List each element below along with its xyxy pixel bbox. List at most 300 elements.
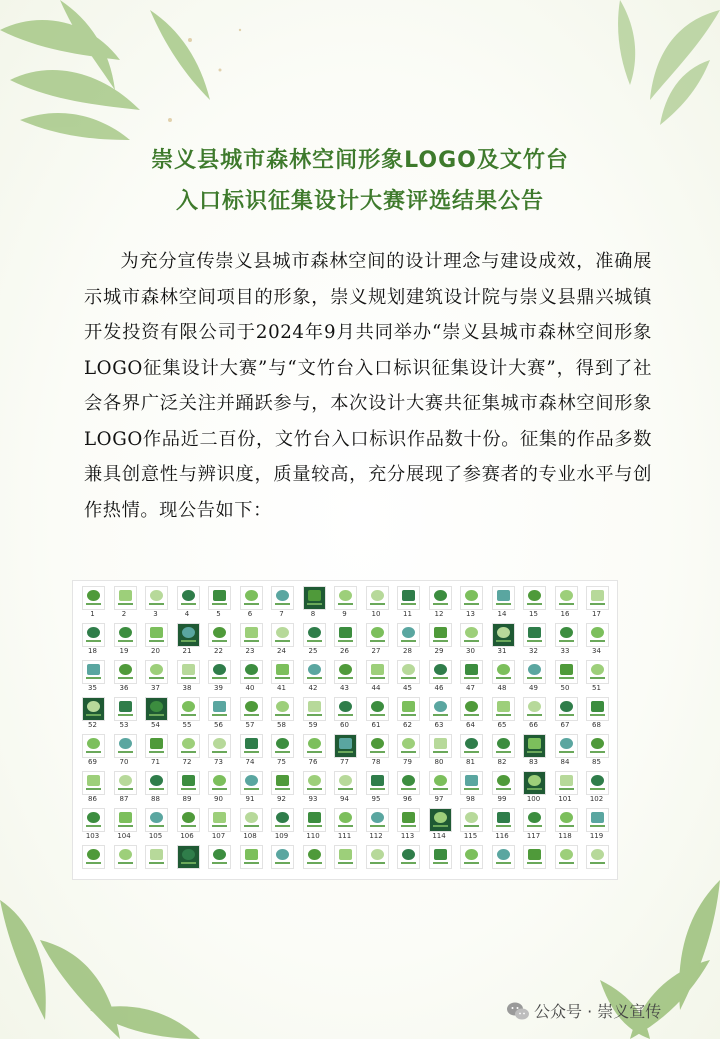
entry-number: 23 (245, 647, 255, 655)
entry-number: 112 (369, 832, 383, 840)
entry-logo-caption (496, 640, 511, 642)
entry-logo-mark (119, 590, 132, 601)
entry-logo-caption (149, 788, 164, 790)
entry-number: 55 (182, 721, 192, 729)
entry-logo-caption (212, 714, 227, 716)
entry-number: 82 (497, 758, 507, 766)
entry-logo-caption (181, 677, 196, 679)
entry-logo-image (114, 586, 137, 610)
entry-thumbnail (424, 621, 455, 658)
entry-thumbnail (581, 843, 612, 880)
entry-logo-mark (528, 664, 541, 675)
entry-number: 44 (371, 684, 381, 692)
entry-thumbnail (172, 658, 203, 695)
entry-logo-caption (149, 862, 164, 864)
entry-logo-mark (308, 738, 321, 749)
entry-logo-caption (338, 677, 353, 679)
entry-logo-caption (370, 825, 385, 827)
entry-logo-caption (338, 788, 353, 790)
entry-number: 102 (589, 795, 604, 803)
entry-logo-caption (181, 862, 196, 864)
entry-number: 115 (463, 832, 478, 840)
entry-logo-mark (434, 664, 447, 675)
entry-number: 29 (434, 647, 444, 655)
entry-logo-image (177, 660, 200, 684)
entry-logo-caption (433, 751, 448, 753)
entry-logo-mark (245, 738, 258, 749)
entry-logo-caption (464, 862, 479, 864)
entry-thumbnail (235, 584, 266, 621)
entry-logo-caption (86, 677, 101, 679)
entry-number: 24 (277, 647, 286, 655)
entry-logo-mark (339, 775, 352, 786)
entry-thumbnail (235, 621, 266, 658)
entry-logo-caption (559, 714, 574, 716)
entry-logo-mark (560, 590, 573, 601)
entry-thumbnail (172, 769, 203, 806)
entry-logo-mark (465, 812, 478, 823)
entry-logo-mark (119, 812, 132, 823)
entry-logo-caption (496, 677, 511, 679)
entry-logo-mark (150, 812, 163, 823)
entry-thumbnail (518, 695, 549, 732)
entry-thumbnail (109, 695, 140, 732)
entry-number: 28 (403, 647, 412, 655)
entry-logo-caption (212, 825, 227, 827)
entry-number: 2 (121, 610, 127, 618)
entry-logo-mark (560, 775, 573, 786)
entry-thumbnail (550, 584, 581, 621)
entry-number: 39 (214, 684, 223, 692)
entry-logo-caption (275, 603, 290, 605)
entry-logo-image (334, 808, 357, 832)
entry-thumbnail (140, 621, 171, 658)
entry-number: 116 (495, 832, 509, 840)
entry-logo-image (397, 586, 420, 610)
entry-number: 52 (88, 721, 97, 729)
entry-number: 9 (342, 610, 347, 618)
entry-logo-mark (150, 590, 163, 601)
entry-logo-caption (433, 825, 448, 827)
entry-logo-image (334, 623, 357, 647)
entry-number: 78 (371, 758, 381, 766)
entry-logo-image (460, 808, 483, 832)
account-footer: 公众号 · 崇义宣传 (534, 1002, 662, 1021)
entry-number: 80 (434, 758, 444, 766)
entry-logo-mark (213, 701, 226, 712)
entry-number: 101 (558, 795, 572, 803)
entry-thumbnail (77, 695, 108, 732)
entry-thumbnail (392, 658, 423, 695)
entry-logo-image (397, 771, 420, 795)
entry-logo-mark (119, 627, 132, 638)
entry-number: 75 (277, 758, 286, 766)
entry-logo-caption (338, 603, 353, 605)
entry-logo-mark (339, 627, 352, 638)
entry-logo-caption (181, 640, 196, 642)
entry-number: 45 (403, 684, 412, 692)
entry-logo-mark (87, 664, 100, 675)
entry-thumbnail (550, 695, 581, 732)
entry-logo-mark (591, 738, 604, 749)
entry-logo-image (114, 660, 137, 684)
entry-logo-image (208, 697, 231, 721)
entry-thumbnail (581, 769, 612, 806)
entry-logo-mark (371, 590, 384, 601)
entry-logo-image (460, 734, 483, 758)
entry-logo-image (555, 845, 578, 869)
entry-thumbnail (550, 658, 581, 695)
entry-logo-mark (497, 701, 510, 712)
entry-logo-image (208, 734, 231, 758)
entry-thumbnail (455, 769, 486, 806)
entry-number: 58 (277, 721, 286, 729)
entry-logo-caption (86, 825, 101, 827)
entry-thumbnail (172, 806, 203, 843)
leaf-decoration-top-right (560, 0, 720, 130)
entry-number: 30 (466, 647, 475, 655)
entry-number: 97 (434, 795, 444, 803)
entry-logo-caption (86, 714, 101, 716)
entry-logo-caption (338, 862, 353, 864)
entry-logo-mark (276, 627, 289, 638)
entry-logo-caption (307, 825, 322, 827)
entry-logo-caption (181, 788, 196, 790)
entry-logo-mark (434, 701, 447, 712)
entry-logo-mark (213, 590, 226, 601)
entry-logo-image (523, 660, 546, 684)
entry-logo-caption (149, 825, 164, 827)
entry-logo-caption (244, 714, 259, 716)
entry-number: 68 (592, 721, 601, 729)
entry-thumbnail (203, 584, 234, 621)
entry-number: 69 (88, 758, 97, 766)
entry-logo-image (586, 808, 609, 832)
entry-number: 91 (245, 795, 255, 803)
entry-number: 6 (247, 610, 253, 618)
entry-logo-image (208, 660, 231, 684)
entry-logo-mark (560, 738, 573, 749)
entry-thumbnail (487, 806, 518, 843)
entry-number: 87 (119, 795, 129, 803)
entry-logo-mark (213, 849, 226, 860)
entry-number: 108 (243, 832, 257, 840)
entry-logo-image (271, 660, 294, 684)
entry-logo-image (334, 586, 357, 610)
entry-logo-mark (87, 627, 100, 638)
entry-logo-image (555, 697, 578, 721)
entry-logo-caption (401, 788, 416, 790)
entry-logo-image (114, 808, 137, 832)
entry-thumbnail (266, 621, 297, 658)
entry-logo-image (586, 845, 609, 869)
entry-logo-image (492, 734, 515, 758)
entry-logo-caption (212, 603, 227, 605)
entry-logo-caption (275, 677, 290, 679)
entry-thumbnail (203, 843, 234, 880)
entry-thumbnail (77, 658, 108, 695)
entry-thumbnail (298, 621, 329, 658)
entry-logo-mark (182, 775, 195, 786)
entry-logo-mark (87, 590, 100, 601)
entry-number: 65 (497, 721, 507, 729)
entry-thumbnail (518, 621, 549, 658)
entry-logo-caption (590, 788, 605, 790)
entry-logo-mark (245, 812, 258, 823)
entry-logo-caption (307, 714, 322, 716)
entry-logo-mark (560, 812, 573, 823)
entry-logo-mark (434, 738, 447, 749)
entry-logo-mark (560, 701, 573, 712)
entry-logo-caption (464, 677, 479, 679)
entry-logo-caption (559, 751, 574, 753)
entry-logo-image (429, 734, 452, 758)
entry-logo-image (271, 734, 294, 758)
entry-logo-image (240, 697, 263, 721)
entry-logo-caption (559, 603, 574, 605)
entry-thumbnail (109, 843, 140, 880)
entry-logo-image (82, 586, 105, 610)
entry-logo-mark (276, 701, 289, 712)
entry-thumbnail (109, 658, 140, 695)
entry-logo-image (303, 697, 326, 721)
entry-logo-image (492, 697, 515, 721)
entry-number: 95 (371, 795, 381, 803)
entry-logo-image (429, 771, 452, 795)
entry-number: 71 (151, 758, 160, 766)
entry-number: 83 (529, 758, 538, 766)
entry-logo-mark (245, 664, 258, 675)
entry-logo-image (492, 771, 515, 795)
entry-number: 70 (119, 758, 129, 766)
entry-thumbnail (361, 621, 392, 658)
entry-logo-image (555, 660, 578, 684)
entry-logo-caption (559, 677, 574, 679)
entry-thumbnail (424, 732, 455, 769)
entry-logo-caption (338, 825, 353, 827)
entry-logo-mark (119, 738, 132, 749)
entry-thumbnail (77, 732, 108, 769)
entry-number: 31 (497, 647, 507, 655)
entry-logo-caption (212, 751, 227, 753)
entry-thumbnail (487, 769, 518, 806)
entry-logo-image (523, 697, 546, 721)
entry-logo-mark (402, 627, 415, 638)
entry-logo-caption (149, 677, 164, 679)
entry-thumbnail (140, 658, 171, 695)
entry-thumbnail (581, 732, 612, 769)
entry-logo-image (145, 660, 168, 684)
entry-logo-image (303, 845, 326, 869)
entry-logo-image (145, 586, 168, 610)
entry-thumbnail (266, 769, 297, 806)
entry-logo-mark (182, 701, 195, 712)
entry-number: 36 (119, 684, 129, 692)
entry-logo-image (177, 734, 200, 758)
entry-number: 60 (340, 721, 349, 729)
entry-logo-caption (307, 677, 322, 679)
entry-thumbnail (487, 732, 518, 769)
entry-thumbnail (550, 621, 581, 658)
entry-thumbnail (455, 658, 486, 695)
entry-logo-image (334, 697, 357, 721)
entry-logo-image (460, 697, 483, 721)
entry-thumbnail (487, 584, 518, 621)
entry-logo-image (82, 697, 105, 721)
entry-thumbnail (172, 584, 203, 621)
entry-thumbnail (361, 695, 392, 732)
entry-logo-image (114, 734, 137, 758)
entry-logo-mark (213, 738, 226, 749)
entry-thumbnail (266, 843, 297, 880)
entry-thumbnail (361, 769, 392, 806)
entry-logo-image (366, 697, 389, 721)
entry-logo-caption (590, 677, 605, 679)
entry-thumbnail (392, 769, 423, 806)
entry-logo-caption (307, 751, 322, 753)
entry-logo-image (240, 845, 263, 869)
entry-logo-mark (150, 775, 163, 786)
entry-number: 37 (151, 684, 160, 692)
entry-number: 51 (592, 684, 601, 692)
entry-number: 117 (526, 832, 541, 840)
entry-thumbnail (77, 584, 108, 621)
entry-logo-caption (464, 640, 479, 642)
entry-number: 90 (214, 795, 223, 803)
entry-thumbnail (329, 732, 360, 769)
entry-thumbnail (298, 732, 329, 769)
entry-logo-caption (149, 751, 164, 753)
entry-thumbnail (518, 769, 549, 806)
entry-logo-mark (371, 775, 384, 786)
entry-logo-image (555, 623, 578, 647)
entry-logo-image (586, 771, 609, 795)
entry-logo-mark (402, 738, 415, 749)
entry-logo-mark (371, 627, 384, 638)
entry-logo-mark (182, 664, 195, 675)
entry-number: 20 (151, 647, 160, 655)
entry-number: 113 (400, 832, 415, 840)
entry-logo-mark (276, 590, 289, 601)
entry-logo-image (366, 586, 389, 610)
page-title-line-2: 入口标识征集设计大赛评选结果公告 (175, 189, 544, 214)
entry-logo-caption (527, 862, 542, 864)
entry-logo-caption (149, 603, 164, 605)
entry-logo-mark (245, 775, 258, 786)
entry-logo-image (429, 697, 452, 721)
entry-logo-image (82, 660, 105, 684)
entry-thumbnail (140, 769, 171, 806)
entry-logo-mark (528, 627, 541, 638)
entry-logo-caption (275, 714, 290, 716)
entry-thumbnail (392, 584, 423, 621)
entry-thumbnail (424, 695, 455, 732)
entry-number: 62 (403, 721, 412, 729)
entry-logo-mark (119, 701, 132, 712)
entry-logo-caption (118, 714, 133, 716)
entry-logo-caption (464, 825, 479, 827)
entry-logo-caption (496, 751, 511, 753)
entry-logo-caption (559, 862, 574, 864)
entry-logo-caption (338, 751, 353, 753)
entry-logo-mark (434, 812, 447, 823)
entry-logo-caption (370, 677, 385, 679)
entry-logo-caption (118, 603, 133, 605)
entry-number: 17 (592, 610, 601, 618)
entry-logo-caption (401, 714, 416, 716)
entry-logo-caption (307, 862, 322, 864)
entry-logo-caption (275, 788, 290, 790)
entry-number: 110 (306, 832, 320, 840)
entry-logo-caption (496, 714, 511, 716)
entry-number: 4 (184, 610, 190, 618)
entry-logo-image (366, 734, 389, 758)
page-title-line-1: 崇义县城市森林空间形象LOGO及文竹台 (151, 148, 569, 173)
entry-thumbnail (518, 658, 549, 695)
entry-logo-caption (401, 677, 416, 679)
entry-logo-mark (245, 701, 258, 712)
entry-logo-caption (464, 788, 479, 790)
entry-number: 99 (497, 795, 507, 803)
entry-logo-mark (591, 590, 604, 601)
entry-number: 57 (245, 721, 255, 729)
entry-number: 85 (592, 758, 601, 766)
entry-logo-mark (150, 849, 163, 860)
entry-logo-mark (371, 738, 384, 749)
entry-thumbnail (455, 843, 486, 880)
entry-logo-caption (370, 640, 385, 642)
entry-number: 5 (216, 610, 221, 618)
entry-number: 35 (88, 684, 97, 692)
entry-logo-mark (434, 849, 447, 860)
entry-thumbnail (392, 695, 423, 732)
entry-logo-caption (275, 862, 290, 864)
entry-thumbnail (392, 621, 423, 658)
entry-thumbnail (329, 621, 360, 658)
entry-thumbnail (329, 769, 360, 806)
announcement-paragraph: 为充分宣传崇义县城市森林空间的设计理念与建设成效，准确展示城市森林空间项目的形象，崇义规划建筑设计院与崇义县鼎兴城镇开发投资有限公司于2024年9月共同举办“崇义县城市森林空间形象LOGO征集设计大赛”与“文竹台入口标识征集设计大赛”，得到了社会各界广泛关注并踊跃参与，本次设计大赛共征集城市森林空间形象LOGO作品近二百份，文竹台入口标识作品数十份。征集的作品多数兼具创意性与辨识度，质量较高，充分展现了参赛者的专业水平与创作热情。现公告如下： (84, 251, 652, 521)
entry-logo-image (492, 660, 515, 684)
entry-thumbnail (140, 806, 171, 843)
entry-logo-mark (497, 812, 510, 823)
entry-number: 106 (180, 832, 194, 840)
entry-logo-mark (87, 849, 100, 860)
entry-logo-caption (181, 751, 196, 753)
entry-number: 7 (279, 610, 284, 618)
entry-logo-mark (402, 849, 415, 860)
entry-logo-image (303, 734, 326, 758)
entry-thumbnail (518, 843, 549, 880)
entry-number: 33 (560, 647, 570, 655)
entry-thumbnail (487, 695, 518, 732)
entry-logo-mark (245, 627, 258, 638)
entry-logo-mark (497, 590, 510, 601)
entry-logo-mark (339, 664, 352, 675)
entry-logo-caption (401, 825, 416, 827)
entry-logo-image (492, 845, 515, 869)
entry-logo-mark (308, 590, 321, 601)
entry-logo-mark (434, 590, 447, 601)
entry-number: 12 (434, 610, 444, 618)
entry-logo-image (177, 845, 200, 869)
entry-logo-caption (464, 714, 479, 716)
entry-logo-mark (308, 812, 321, 823)
entry-logo-mark (591, 627, 604, 638)
entry-logo-image (208, 845, 231, 869)
entry-thumbnail (203, 732, 234, 769)
entry-logo-mark (402, 664, 415, 675)
entry-logo-caption (370, 714, 385, 716)
